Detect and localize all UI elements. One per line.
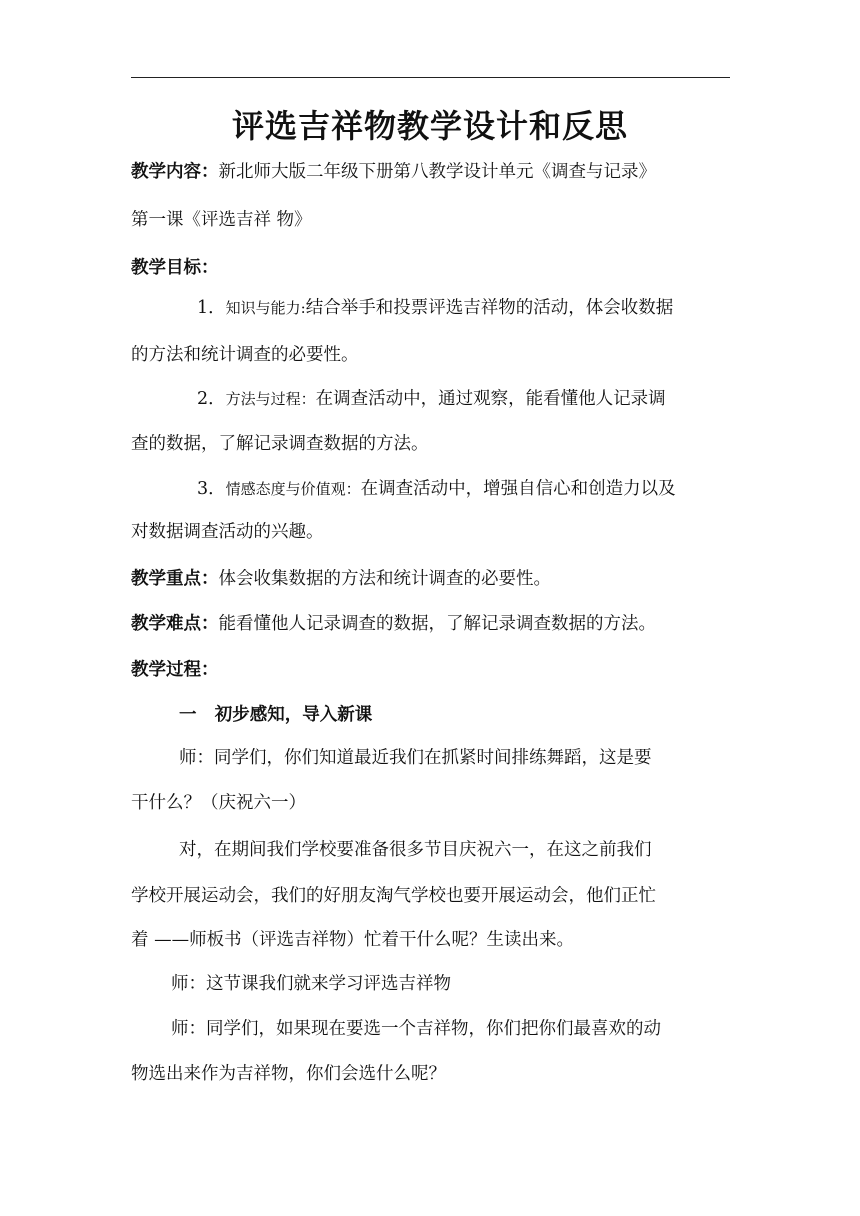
goal-1-number: 1．	[197, 298, 226, 318]
key-point-label: 教学重点：	[131, 569, 219, 589]
content-line-2: 第一课《评选吉祥 物》	[131, 210, 312, 230]
goal-2-text: 在调查活动中，通过观察，能看懂他人记录调	[315, 389, 666, 409]
goal-1-text: 结合举手和投票评选吉祥物的活动，体会收数据	[305, 298, 674, 318]
content-line-1	[131, 158, 731, 186]
paragraph-1-line-2: 干什么？（庆祝六一）	[131, 793, 306, 813]
goal-3-label: 情感态度与价值观：	[225, 480, 361, 498]
process-label: 教学过程：	[131, 660, 219, 680]
content-text: 新北师大版二年级下册第八教学设计单元《调查与记录》	[218, 162, 656, 182]
document-title: 评选吉祥物教学设计和反思	[231, 107, 628, 145]
content-label: 教学内容：	[131, 162, 219, 182]
goal-1-line-1	[131, 294, 731, 322]
difficulty-label: 教学难点：	[131, 614, 219, 634]
difficulty-text: 能看懂他人记录调查的数据，了解记录调查数据的方法。	[218, 614, 656, 634]
goal-3-text: 在调查活动中，增强自信心和创造力以及	[360, 479, 676, 499]
paragraph-2-line-2: 学校开展运动会，我们的好朋友淘气学校也要开展运动会，他们正忙	[131, 886, 656, 906]
section-1-heading: 一 初步感知，导入新课	[179, 705, 373, 725]
paragraph-1-line-1: 师：同学们，你们知道最近我们在抓紧时间排练舞蹈，这是要	[179, 748, 652, 768]
paragraph-3: 师：这节课我们就来学习评选吉祥物	[171, 974, 451, 994]
goal-2-label: 方法与过程：	[225, 390, 316, 408]
goal-2-number: 2．	[197, 389, 226, 409]
goal-3-number: 3．	[197, 479, 226, 499]
header-rule	[131, 77, 730, 78]
key-point-line	[131, 565, 731, 593]
paragraph-4-line-2: 物选出来作为吉祥物，你们会选什么呢？	[131, 1064, 446, 1084]
goal-1-label: 知识与能力:	[225, 299, 306, 317]
key-point-text: 体会收集数据的方法和统计调查的必要性。	[218, 569, 551, 589]
paragraph-2-line-3: 着 ——师板书（评选吉祥物）忙着干什么呢？生读出来。	[131, 930, 575, 950]
goal-1-line-2: 的方法和统计调查的必要性。	[131, 345, 359, 365]
goal-3-line-2: 对数据调查活动的兴趣。	[131, 522, 324, 542]
goal-2-line-1	[131, 385, 731, 413]
difficulty-line	[131, 610, 731, 638]
paragraph-4-line-1: 师：同学们，如果现在要选一个吉祥物，你们把你们最喜欢的动	[171, 1019, 661, 1039]
goals-label: 教学目标：	[131, 258, 219, 278]
goal-3-line-1	[131, 475, 731, 503]
paragraph-2-line-1: 对，在期间我们学校要准备很多节目庆祝六一，在这之前我们	[179, 840, 652, 860]
goal-2-line-2: 查的数据，了解记录调查数据的方法。	[131, 434, 429, 454]
